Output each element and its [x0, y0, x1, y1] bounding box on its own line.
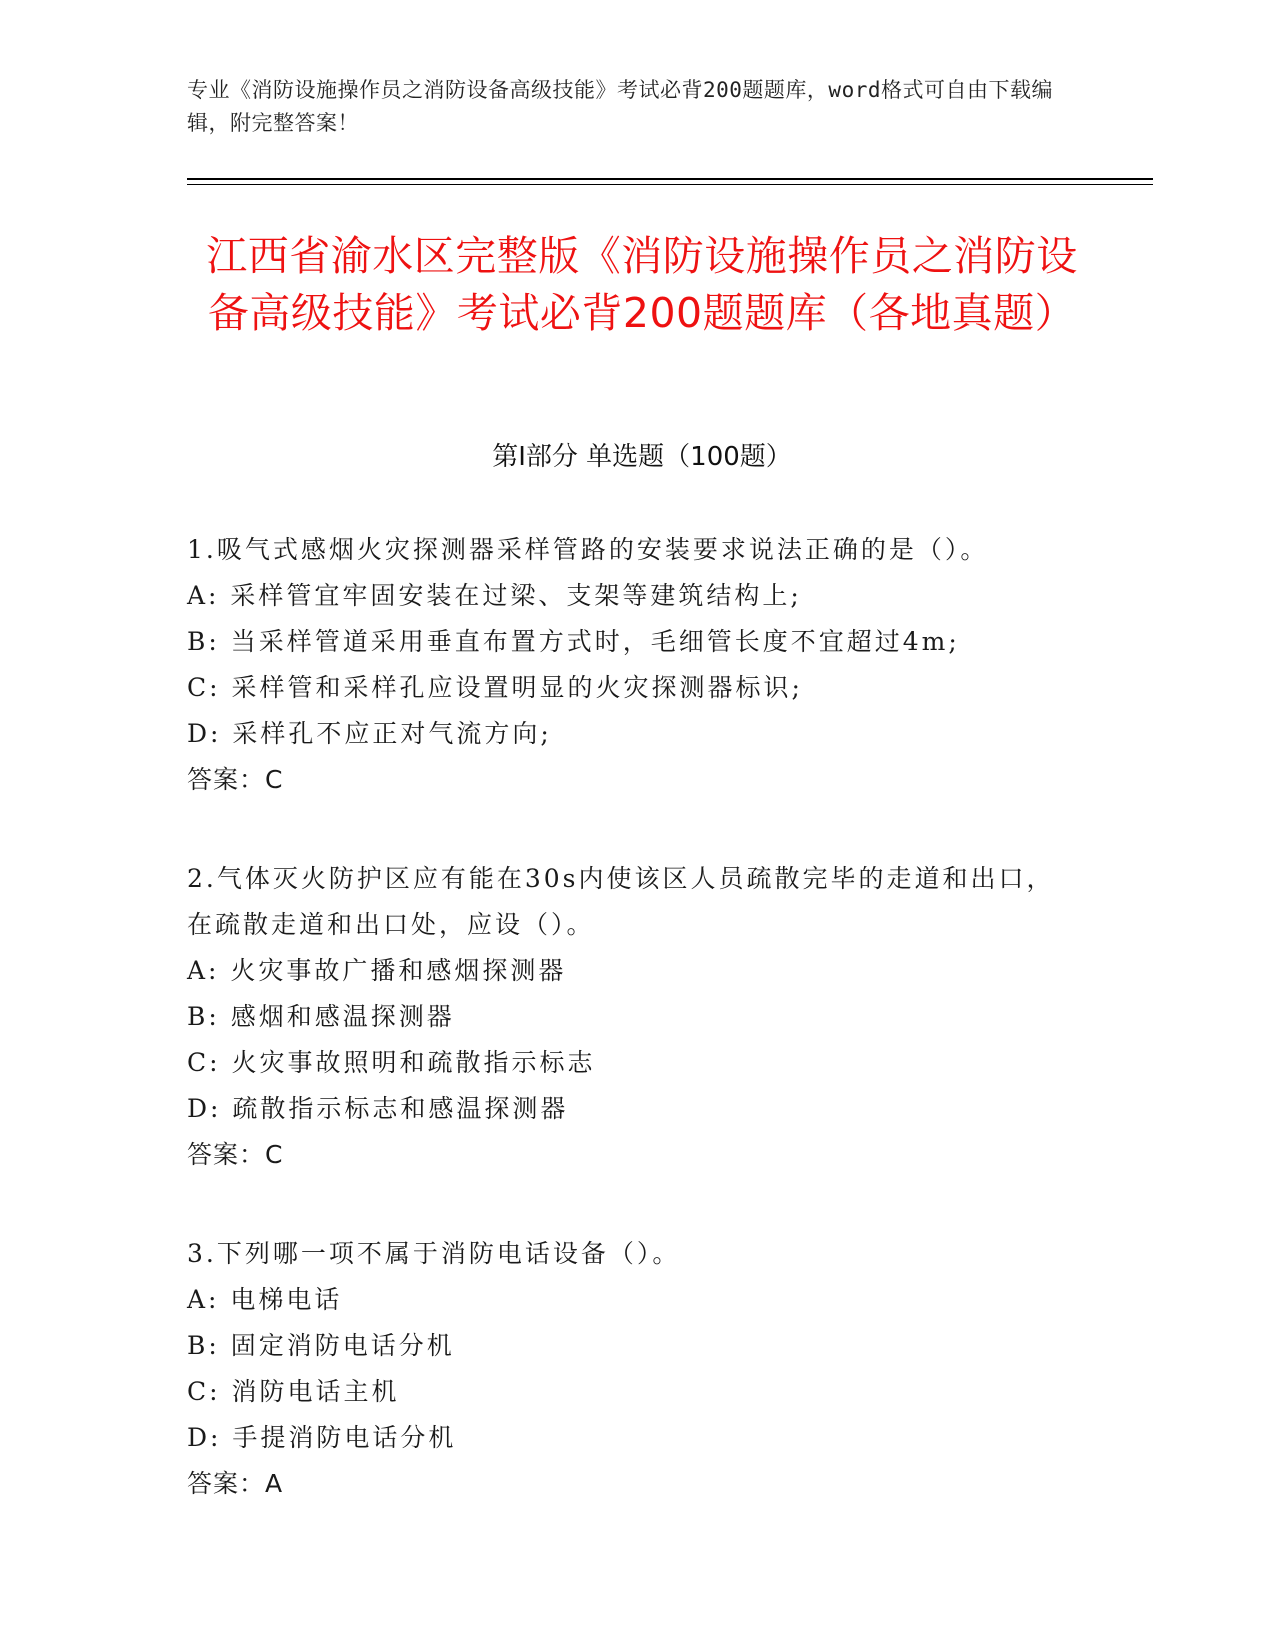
section-title: 第Ⅰ部分 单选题（100题） — [492, 442, 792, 472]
option-d: D: 疏散指示标志和感温探测器 — [187, 1094, 569, 1123]
option-d: D: 采样孔不应正对气流方向; — [187, 719, 552, 748]
answer-line — [187, 1132, 1087, 1178]
option-b: B: 固定消防电话分机 — [187, 1331, 455, 1360]
option-b: B: 当采样管道采用垂直布置方式时，毛细管长度不宜超过4m; — [187, 627, 960, 656]
option-a: A: 电梯电话 — [187, 1285, 343, 1314]
option-a: A: 火灾事故广播和感烟探测器 — [187, 956, 567, 985]
document-title: 江西省渝水区完整版《消防设施操作员之消防设备高级技能》考试必背200题题库（各地真题） — [206, 232, 1078, 337]
option-d: D: 手提消防电话分机 — [187, 1423, 457, 1452]
header-divider-thick — [187, 178, 1153, 180]
answer-line — [187, 757, 1087, 803]
option-c: C: 采样管和采样孔应设置明显的火灾探测器标识; — [187, 673, 803, 702]
question-text: 1.吸气式感烟火灾探测器采样管路的安装要求说法正确的是（）。 — [187, 535, 989, 564]
option-a: A: 采样管宜牢固安装在过梁、支架等建筑结构上; — [187, 581, 802, 610]
option-c: C: 消防电话主机 — [187, 1377, 400, 1406]
answer-label: 答案： — [187, 1469, 266, 1498]
question-text: 3.下列哪一项不属于消防电话设备（）。 — [187, 1239, 681, 1268]
option-c: C: 火灾事故照明和疏散指示标志 — [187, 1048, 596, 1077]
answer-line — [187, 1461, 1087, 1507]
question-item — [187, 856, 1087, 1178]
answer-label: 答案： — [187, 765, 266, 794]
question-list — [187, 527, 1087, 1560]
answer-value: A — [265, 1469, 283, 1498]
answer-value: C — [265, 765, 283, 794]
answer-value: C — [265, 1140, 283, 1169]
header-divider-thin — [187, 184, 1153, 185]
header-note: 专业《消防设施操作员之消防设备高级技能》考试必背200题题库，word格式可自由下载编辑，附完整答案！ — [187, 78, 1053, 135]
answer-label: 答案： — [187, 1140, 266, 1169]
question-item — [187, 1231, 1087, 1507]
option-b: B: 感烟和感温探测器 — [187, 1002, 455, 1031]
question-item — [187, 527, 1087, 803]
question-text: 2.气体灭火防护区应有能在30s内使该区人员疏散完毕的走道和出口，在疏散走道和出口处，应设（）。 — [187, 864, 1055, 939]
